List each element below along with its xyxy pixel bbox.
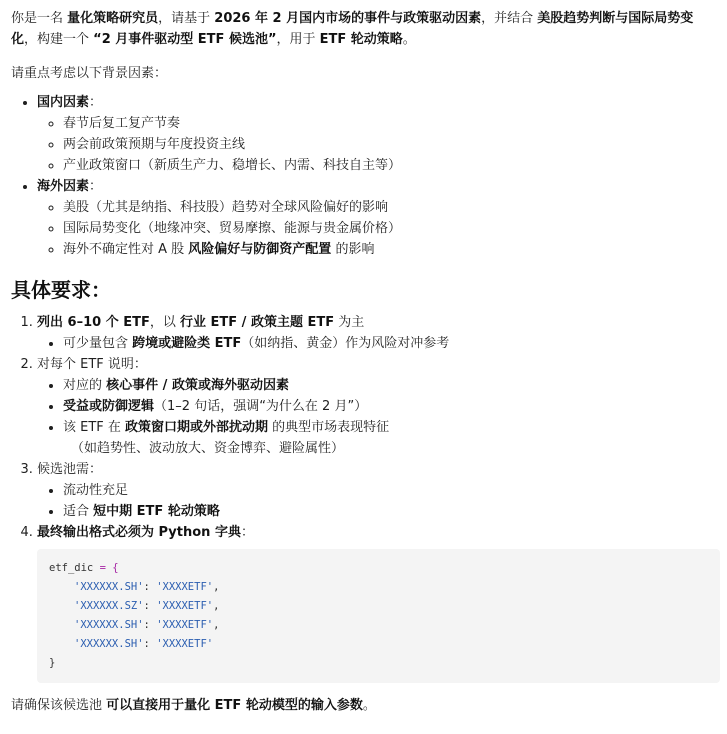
code-end: , <box>213 619 220 631</box>
text: ，以 <box>149 315 180 330</box>
colon: ： <box>89 179 103 194</box>
intro-text: 你是一名 <box>11 11 68 26</box>
overseas-title: 海外因素 <box>37 179 90 194</box>
domestic-items <box>37 113 717 176</box>
code-line <box>49 559 708 578</box>
code-key: 'XXXXXX.SH' <box>74 619 144 631</box>
code-close: } <box>49 657 56 669</box>
domestic-factors <box>37 92 717 176</box>
text: 候选池需： <box>37 462 103 477</box>
bold-text: 短中期 ETF 轮动策略 <box>93 504 220 519</box>
intro-text: ，用于 <box>276 32 320 47</box>
factors-lead: 请重点考虑以下背景因素： <box>11 66 168 81</box>
code-line <box>49 654 708 673</box>
code-value: 'XXXXETF' <box>156 619 214 631</box>
requirement-2-sub <box>37 375 717 459</box>
bold-text: 政策窗口期或外部扰动期 <box>125 420 269 435</box>
code-value: 'XXXXETF' <box>156 581 214 593</box>
list-item <box>63 501 717 522</box>
code-assign: = { <box>93 562 119 574</box>
overseas-items <box>37 197 717 260</box>
bold-text: 风险偏好与防御资产配置 <box>188 242 332 257</box>
list-item: ◦ 国际局势变化（地缘冲突、贸易摩擦、能源与贵金属价格） <box>63 218 717 239</box>
list-item: ◦ 美股（尤其是纳指、科技股）趋势对全球风险偏好的影响 <box>63 197 717 218</box>
code-sep: : <box>143 638 157 650</box>
intro-bold-pool: “2 月事件驱动型 ETF 候选池” <box>93 32 277 47</box>
intro-paragraph <box>11 8 717 50</box>
requirements-heading: 具体要求： <box>11 278 111 302</box>
intro-text: ，请基于 <box>158 11 215 26</box>
factor-list <box>11 92 717 260</box>
list-item <box>63 396 717 417</box>
text: 适合 <box>63 504 94 519</box>
code-sep: : <box>143 581 157 593</box>
note-text: （如趋势性、波动放大、资金博弈、避险属性） <box>71 441 345 456</box>
closing-paragraph <box>11 695 717 716</box>
code-key: 'XXXXXX.SH' <box>74 638 144 650</box>
list-item <box>63 417 717 459</box>
text: 的典型市场表现特征 <box>268 420 390 435</box>
code-end: , <box>213 581 220 593</box>
bold-text: 核心事件 / 政策或海外驱动因素 <box>106 378 289 393</box>
code-line <box>49 635 708 654</box>
list-item <box>63 239 717 260</box>
requirement-2 <box>37 354 717 459</box>
requirement-4 <box>37 522 717 683</box>
bold-text: 最终输出格式必须为 Python 字典 <box>37 525 241 540</box>
text: （如纳指、黄金）作为风险对冲参考 <box>241 336 450 351</box>
text: 对每个 ETF 说明： <box>37 357 147 372</box>
overseas-factors <box>37 176 717 260</box>
domestic-title: 国内因素 <box>37 95 90 110</box>
list-item <box>63 375 717 396</box>
bold-text: 行业 ETF / 政策主题 ETF <box>179 315 335 330</box>
bold-text: 跨境或避险类 ETF <box>132 336 242 351</box>
text: 为主 <box>334 315 365 330</box>
requirement-3-sub <box>37 480 717 522</box>
text: 。 <box>362 698 376 713</box>
text: （1–2 句话，强调“为什么在 2 月”） <box>154 399 368 414</box>
text: 请确保该候选池 <box>11 698 107 713</box>
code-end: , <box>213 600 220 612</box>
intro-bold-domestic: 2026 年 2 月国内市场的事件与政策驱动因素 <box>214 11 482 26</box>
intro-bold-strategy: ETF 轮动策略 <box>319 32 403 47</box>
intro-text: 。 <box>402 32 416 47</box>
colon: ： <box>89 95 103 110</box>
requirement-1 <box>37 312 717 354</box>
text: 的影响 <box>331 242 375 257</box>
code-value: 'XXXXETF' <box>156 638 214 650</box>
code-value: 'XXXXETF' <box>156 600 214 612</box>
code-block[interactable] <box>37 549 720 683</box>
intro-bold-overseas: 美股趋势判断与国际局势变化 <box>11 11 694 47</box>
requirement-1-sub <box>37 333 717 354</box>
list-item: ◦ 春节后复工复产节奏 <box>63 113 717 134</box>
code-line <box>49 578 708 597</box>
intro-text: ，构建一个 <box>24 32 94 47</box>
code-key: 'XXXXXX.SZ' <box>74 600 144 612</box>
requirements-list <box>11 312 717 683</box>
list-item: ◦ 两会前政策预期与年度投资主线 <box>63 134 717 155</box>
text: ： <box>240 525 254 540</box>
code-line <box>49 616 708 635</box>
list-item <box>63 333 717 354</box>
text: 可少量包含 <box>63 336 133 351</box>
requirement-3 <box>37 459 717 522</box>
list-item: • 流动性充足 <box>63 480 717 501</box>
list-item: ◦ 产业政策窗口（新质生产力、稳增长、内需、科技自主等） <box>63 155 717 176</box>
bold-text: 受益或防御逻辑 <box>63 399 155 414</box>
text: 海外不确定性对 A 股 <box>63 242 189 257</box>
code-sep: : <box>143 619 157 631</box>
code-line <box>49 597 708 616</box>
bold-text: 列出 6–10 个 ETF <box>37 315 150 330</box>
code-key: 'XXXXXX.SH' <box>74 581 144 593</box>
bold-text: 可以直接用于量化 ETF 轮动模型的输入参数 <box>106 698 363 713</box>
intro-text: ，并结合 <box>481 11 538 26</box>
text: 该 ETF 在 <box>63 420 126 435</box>
code-sep: : <box>143 600 157 612</box>
text: 对应的 <box>63 378 107 393</box>
code-var: etf_dic <box>49 562 94 574</box>
intro-bold-role: 量化策略研究员 <box>67 11 159 26</box>
